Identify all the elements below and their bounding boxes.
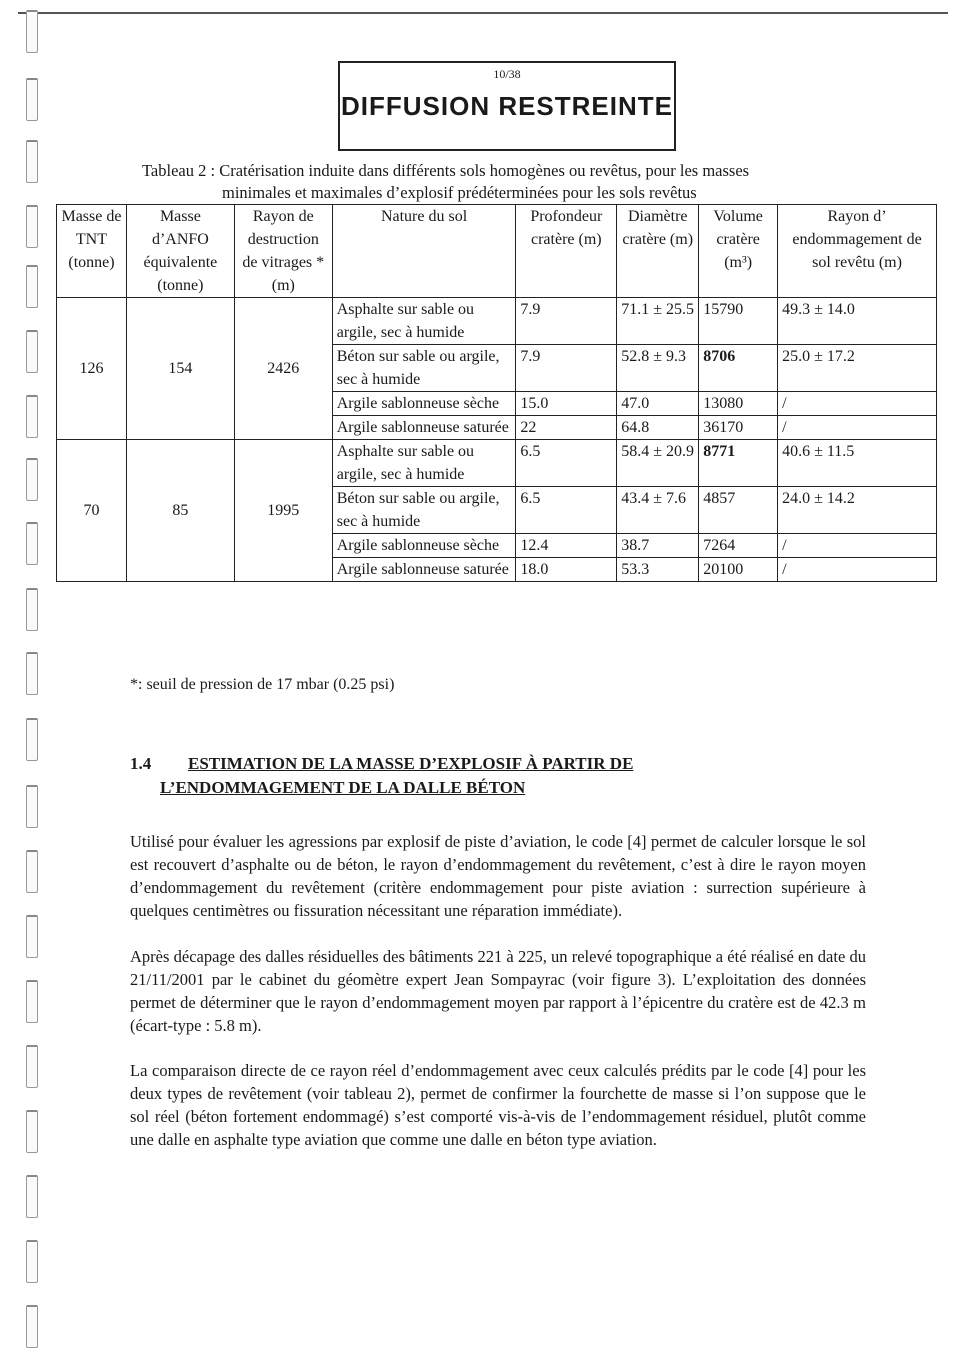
binder-hole: [26, 850, 38, 893]
damage-radius-cell: /: [778, 416, 937, 440]
volume-cell: 36170: [699, 416, 778, 440]
classification-stamp: [338, 61, 676, 151]
table-row: [57, 298, 937, 345]
depth-cell: 22: [516, 416, 617, 440]
diameter-cell: 71.1 ± 25.5: [617, 298, 699, 345]
damage-radius-cell: /: [778, 534, 937, 558]
section-title-line-2: L’ENDOMMAGEMENT DE LA DALLE BÉTON: [160, 778, 526, 797]
soil-cell: Béton sur sable ou argile, sec à humide: [332, 345, 516, 392]
soil-cell: Béton sur sable ou argile, sec à humide: [332, 487, 516, 534]
caption-line-1: Tableau 2 : Cratérisation induite dans différents sols homogènes ou revêtus, pour les masses: [142, 161, 750, 180]
header-cell: Volume cratère (m³): [699, 205, 778, 298]
binder-hole: [26, 980, 38, 1023]
diameter-cell: 64.8: [617, 416, 699, 440]
volume-cell: 8771: [699, 440, 778, 487]
binder-hole: [26, 1045, 38, 1088]
diameter-cell: 58.4 ± 20.9: [617, 440, 699, 487]
table-row: [57, 440, 937, 487]
binder-hole: [26, 78, 38, 121]
soil-cell: Asphalte sur sable ou argile, sec à humide: [332, 440, 516, 487]
binder-hole: [26, 265, 38, 308]
volume-cell: 15790: [699, 298, 778, 345]
binder-hole: [26, 205, 38, 248]
section-number: 1.4: [130, 754, 152, 773]
binder-holes: [26, 0, 40, 1355]
damage-radius-cell: /: [778, 558, 937, 582]
binder-hole: [26, 10, 38, 53]
table-footnote: *: seuil de pression de 17 mbar (0.25 psi): [130, 676, 395, 693]
table-caption: [142, 160, 862, 204]
scan-top-edge: [18, 12, 948, 20]
binder-hole: [26, 522, 38, 565]
anfo-mass-cell: 154: [126, 298, 234, 440]
tnt-mass-cell: 70: [57, 440, 127, 582]
volume-cell: 13080: [699, 392, 778, 416]
damage-radius-cell: /: [778, 392, 937, 416]
binder-hole: [26, 140, 38, 183]
binder-hole: [26, 588, 38, 631]
depth-cell: 6.5: [516, 440, 617, 487]
volume-cell: 20100: [699, 558, 778, 582]
depth-cell: 7.9: [516, 345, 617, 392]
volume-cell: 4857: [699, 487, 778, 534]
soil-cell: Argile sablonneuse saturée: [332, 416, 516, 440]
damage-radius-cell: 24.0 ± 14.2: [778, 487, 937, 534]
binder-hole: [26, 915, 38, 958]
header-cell: Masse d’ANFO équivalente (tonne): [126, 205, 234, 298]
diameter-cell: 38.7: [617, 534, 699, 558]
binder-hole: [26, 1175, 38, 1218]
soil-cell: Argile sablonneuse saturée: [332, 558, 516, 582]
diameter-cell: 52.8 ± 9.3: [617, 345, 699, 392]
paragraph: Utilisé pour évaluer les agressions par explosif de piste d’aviation, le code [4] permet de calculer lorsque le sol est recouvert d’asphalte ou de béton, le rayon d’endommagement du revêtement, c’est à dire le rayon moyen d’endommagement du revêtement (critère endommagement pour piste aviation : surrection supérieure à quelques centimètres ou fissuration nécessitant une réparation immédiate).: [130, 832, 866, 920]
soil-cell: Argile sablonneuse sèche: [332, 392, 516, 416]
soil-cell: Asphalte sur sable ou argile, sec à humide: [332, 298, 516, 345]
page-number: 10/38: [493, 67, 521, 81]
section-title-line-1: ESTIMATION DE LA MASSE D’EXPLOSIF À PARTIR DE: [188, 754, 634, 773]
section-heading: [130, 752, 633, 800]
header-cell: Rayon de destruction de vitrages * (m): [234, 205, 332, 298]
crater-table: [56, 204, 937, 582]
depth-cell: 18.0: [516, 558, 617, 582]
volume-cell: 7264: [699, 534, 778, 558]
damage-radius-cell: 40.6 ± 11.5: [778, 440, 937, 487]
glazing-radius-cell: 2426: [234, 298, 332, 440]
damage-radius-cell: 25.0 ± 17.2: [778, 345, 937, 392]
diameter-cell: 47.0: [617, 392, 699, 416]
damage-radius-cell: 49.3 ± 14.0: [778, 298, 937, 345]
binder-hole: [26, 458, 38, 501]
diameter-cell: 53.3: [617, 558, 699, 582]
classification-label: DIFFUSION RESTREINTE: [340, 91, 673, 121]
glazing-radius-cell: 1995: [234, 440, 332, 582]
depth-cell: 12.4: [516, 534, 617, 558]
binder-hole: [26, 395, 38, 438]
binder-hole: [26, 1305, 38, 1348]
binder-hole: [26, 1110, 38, 1153]
header-cell: Rayon d’ endommagement de sol revêtu (m): [778, 205, 937, 298]
soil-cell: Argile sablonneuse sèche: [332, 534, 516, 558]
depth-cell: 6.5: [516, 487, 617, 534]
binder-hole: [26, 652, 38, 695]
table-header-row: [57, 205, 937, 298]
header-cell: Nature du sol: [332, 205, 516, 298]
binder-hole: [26, 785, 38, 828]
tnt-mass-cell: 126: [57, 298, 127, 440]
volume-cell: 8706: [699, 345, 778, 392]
binder-hole: [26, 718, 38, 761]
paragraph: Après décapage des dalles résiduelles des bâtiments 221 à 225, un relevé topographique a été réalisé en date du 21/11/2001 par le cabinet du géomètre expert Jean Sompayrac (voir figure 3). L’exploitation des données permet de déterminer que le rayon d’endommagement moyen par rapport à l’épicentre du cratère est de 42.3 m (écart-type : 5.8 m).: [130, 947, 866, 1035]
header-cell: Masse de TNT (tonne): [57, 205, 127, 298]
depth-cell: 15.0: [516, 392, 617, 416]
depth-cell: 7.9: [516, 298, 617, 345]
caption-line-2: minimales et maximales d’explosif prédéterminées pour les sols revêtus: [222, 183, 697, 202]
diameter-cell: 43.4 ± 7.6: [617, 487, 699, 534]
binder-hole: [26, 330, 38, 373]
header-cell: Diamètre cratère (m): [617, 205, 699, 298]
header-cell: Profondeur cratère (m): [516, 205, 617, 298]
anfo-mass-cell: 85: [126, 440, 234, 582]
paragraph: La comparaison directe de ce rayon réel d’endommagement avec ceux calculés prédits par le code [4] pour les deux types de revêtement (voir tableau 2), permet de confirmer la fourchette de masse si l’on suppose que le sol réel (béton fortement endommagé) s’est comporté vis-à-vis de l’endommagement résiduel, plutôt comme une dalle en asphalte type aviation que comme une dalle en béton type aviation.: [130, 1061, 866, 1149]
binder-hole: [26, 1240, 38, 1283]
